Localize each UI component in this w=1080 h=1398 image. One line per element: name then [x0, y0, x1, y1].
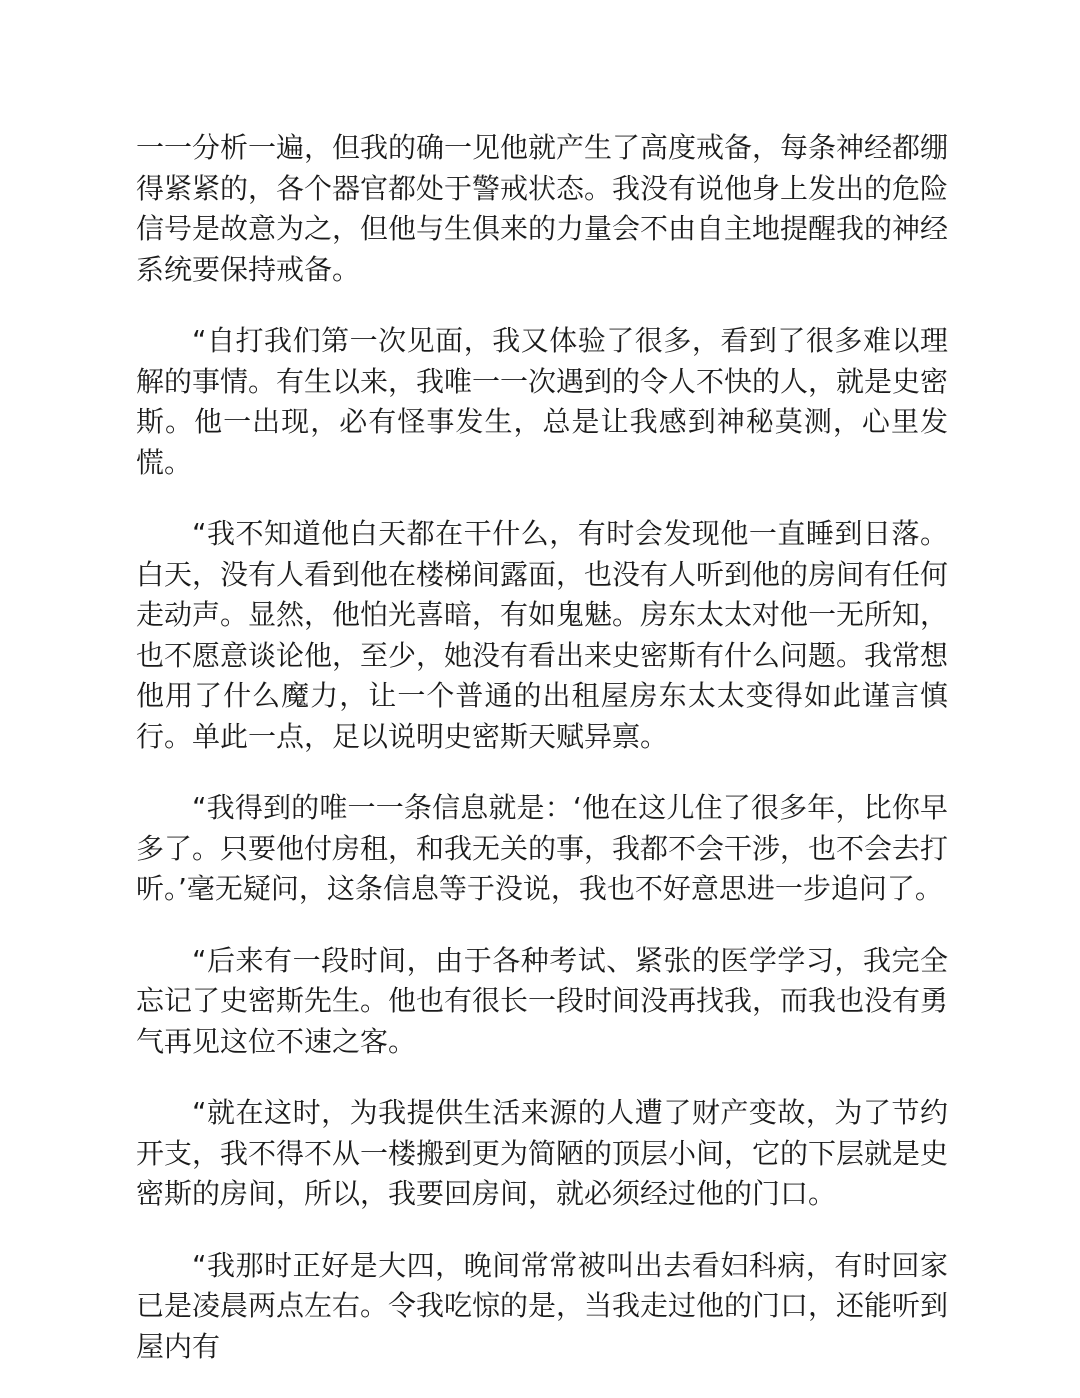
- paragraph-6: “就在这时，为我提供生活来源的人遭了财产变故，为了节约开支，我不得不从一楼搬到更为简陋的顶层小间，它的下层就是史密斯的房间，所以，我要回房间，就必须经过他的门口。: [136, 1096, 949, 1210]
- paragraph-5: “后来有一段时间，由于各种考试、紧张的医学学习，我完全忘记了史密斯先生。他也有很长一段时间没再找我，而我也没有勇气再见这位不速之客。: [136, 943, 949, 1058]
- paragraph-2: “自打我们第一次见面，我又体验了很多，看到了很多难以理解的事情。有生以来，我唯一一次遇到的令人不快的人，就是史密斯。他一出现，必有怪事发生，总是让我感到神秘莫测，心里发慌。: [136, 324, 949, 479]
- paragraph-4: “我得到的唯一一条信息就是：‘他在这儿住了很多年，比你早多了。只要他付房租，和我无关的事，我都不会干涉，也不会去打听。’毫无疑问，这条信息等于没说，我也不好意思进一步追问了。: [136, 791, 949, 905]
- paragraph-1: 一一分析一遍，但我的确一见他就产生了高度戒备，每条神经都绷得紧紧的，各个器官都处于警戒状态。我没有说他身上发出的危险信号是故意为之，但他与生俱来的力量会不由自主地提醒我的神经系统要保持戒备。: [136, 131, 949, 286]
- paragraph-3: “我不知道他白天都在干什么，有时会发现他一直睡到日落。白天，没有人看到他在楼梯间露面，也没有人听到他的房间有任何走动声。显然，他怕光喜暗，有如鬼魅。房东太太对他一无所知，也不愿意谈论他，至少，她没有看出来史密斯有什么问题。我常想他用了什么魔力，让一个普通的出租屋房东太太变得如此谨言慎行。单此一点，足以说明史密斯天赋异禀。: [136, 517, 949, 753]
- paragraph-7: “我那时正好是大四，晚间常常被叫出去看妇科病，有时回家已是凌晨两点左右。令我吃惊的是，当我走过他的门口，还能听到屋内有: [136, 1248, 949, 1363]
- document-page: [136, 128, 948, 1398]
